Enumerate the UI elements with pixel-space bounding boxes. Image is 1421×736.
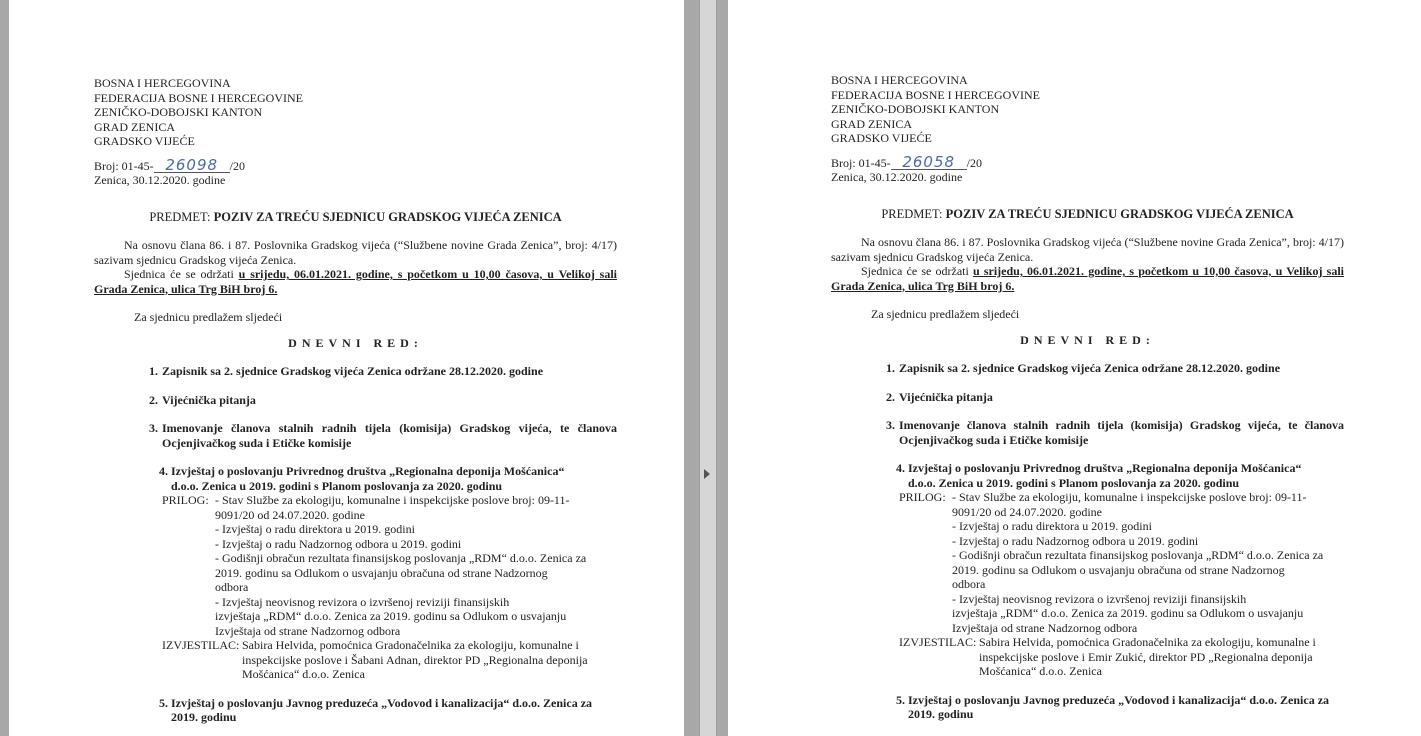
agenda-heading: DNEVNI RED: <box>288 335 423 350</box>
agenda-item-2: 2. Vijećnička pitanja <box>886 389 993 404</box>
attachment-line: - Izvještaj o radu Nadzornog odbora u 2019. godini <box>215 536 462 551</box>
pane-splitter[interactable] <box>699 0 717 736</box>
attachment-list: PRILOG: - Stav Službe za ekologiju, komunalne i inspekcijske poslove broj: 09-11- 9091/20 od 24.07.2020. godine - Izvještaj o radu direktora u 2019. godini - Izvještaj o radu Nadzornog odbora u 2019. godini - Godišnji obračun rezultata finansijskog poslovanja „RDM“ d.o.o. Zenica za 2019. godinu sa Odlukom o usvajanju obračuna od strane Nadzornog odbora - Izvještaj neovisnog revizora o izvršenoj reviziji finansijskih izvještaja „RDM“ d.o.o. Zenica za 2019. godinu sa Odlukom o usvajanju Izvještaja od strane Nadzornog odbora <box>94 493 617 638</box>
attachment-line: - Izvještaj o radu direktora u 2019. godini <box>952 519 1152 533</box>
meeting-details: Sjednica će se održati u srijedu, 06.01.2021. godine, s početkom u 10,00 časova, u Velikoj sali Grada Zenica, ulica Trg BiH broj 6. <box>94 267 617 296</box>
agenda-item-1: 1. Zapisnik sa 2. sjednice Gradskog vijeća Zenica održane 28.12.2020. godine <box>886 361 1281 375</box>
attachment-line: 2019. godinu sa Odlukom o usvajanju obračuna od strane Nadzornog <box>215 565 548 580</box>
agenda-item-1: 1. Zapisnik sa 2. sjednice Gradskog vijeća Zenica održane 28.12.2020. godine <box>149 364 544 378</box>
intro-paragraph: Na osnovu člana 86. i 87. Poslovnika Gradskog vijeća (“Službene novine Grada Zenica”, broj: 4/17) sazivam sjednicu Gradskog vijeća Zenica. <box>94 238 617 267</box>
attachment-line: - Izvještaj o radu Nadzornog odbora u 2019. godini <box>952 533 1199 548</box>
attachment-line: odbora <box>215 580 249 594</box>
attachment-list: PRILOG: - Stav Službe za ekologiju, komunalne i inspekcijske poslove broj: 09-11- 9091/20 od 24.07.2020. godine - Izvještaj o radu direktora u 2019. godini - Izvještaj o radu Nadzornog odbora u 2019. godini - Godišnji obračun rezultata finansijskog poslovanja „RDM“ d.o.o. Zenica za 2019. godinu sa Odlukom o usvajanju obračuna od strane Nadzornog odbora - Izvještaj neovisnog revizora o izvršenoj reviziji finansijskih izvještaja „RDM“ d.o.o. Zenica za 2019. godinu sa Odlukom o usvajanju Izvještaja od strane Nadzornog odbora <box>831 490 1344 635</box>
letter-header <box>831 73 1344 146</box>
header-line: ZENIČKO-DOBOJSKI KANTON <box>831 102 1000 116</box>
header-line: ZENIČKO-DOBOJSKI KANTON <box>94 105 263 119</box>
agenda-item-4: 4. Izvještaj o poslovanju Privrednog društva „Regionalna deponija Mošćanica“ d.o.o. Zenica u 2019. godini s Planom poslovanja za 2020. godinu <box>159 464 565 493</box>
attachment-line: - Stav Službe za ekologiju, komunalne i inspekcijske poslove broj: 09-11- <box>952 490 1307 504</box>
proposal-line: Za sjednicu predlažem sljedeći <box>871 307 1020 321</box>
subject-line: PREDMET: POZIV ZA TREĆU SJEDNICU GRADSKOG VIJEĆA ZENICA <box>881 206 1294 221</box>
attachment-line: - Izvještaj o radu direktora u 2019. godini <box>215 522 415 536</box>
attachment-line: - Izvještaj neovisnog revizora o izvršenoj reviziji finansijskih <box>952 591 1247 606</box>
date-line: Zenica, 30.12.2020. godine <box>94 173 226 187</box>
subject-title: POZIV ZA TREĆU SJEDNICU GRADSKOG VIJEĆA ZENICA <box>945 206 1294 221</box>
header-line: GRAD ZENICA <box>831 116 912 131</box>
attachment-line: Izvještaja od strane Nadzornog odbora <box>215 623 401 638</box>
header-line: GRAD ZENICA <box>94 119 175 134</box>
attachment-line: - Godišnji obračun rezultata finansijskog poslovanja „RDM“ d.o.o. Zenica za <box>215 551 587 565</box>
handwritten-number: 26058 <box>891 156 967 170</box>
header-line: BOSNA I HERCEGOVINA <box>94 76 231 90</box>
document-page-left <box>9 0 684 736</box>
agenda-item-2: 2. Vijećnička pitanja <box>149 392 256 407</box>
attachment-line: - Stav Službe za ekologiju, komunalne i inspekcijske poslove broj: 09-11- <box>215 493 570 507</box>
attachment-line: izvještaja „RDM“ d.o.o. Zenica za 2019. godinu sa Odlukom o usvajanju <box>215 609 567 623</box>
attachment-line: 9091/20 od 24.07.2020. godine <box>952 504 1102 519</box>
agenda-item-5: 5. Izvještaj o poslovanju Javnog preduzeća „Vodovod i kanalizacija“ d.o.o. Zenica za 2019. godinu <box>896 692 1330 721</box>
document-body <box>831 73 1344 722</box>
header-line: BOSNA I HERCEGOVINA <box>831 73 968 87</box>
attachment-line: izvještaja „RDM“ d.o.o. Zenica za 2019. godinu sa Odlukom o usvajanju <box>952 606 1304 620</box>
left-document-pane[interactable] <box>0 0 699 736</box>
rapporteur: IZVJESTILAC: Sabira Helvida, pomoćnica Gradonačelnika za ekologiju, komunalne i inspekcijske poslove i Emir Zukić, direktor PD „Regionalna deponija Mošćanica“ d.o.o. Zenica <box>899 635 1316 678</box>
chevron-right-icon[interactable] <box>704 469 710 479</box>
attachment-line: Izvještaja od strane Nadzornog odbora <box>952 620 1138 635</box>
intro-paragraph: Na osnovu člana 86. i 87. Poslovnika Gradskog vijeća (“Službene novine Grada Zenica”, broj: 4/17) sazivam sjednicu Gradskog vijeća Zenica. <box>831 235 1344 264</box>
agenda-heading: DNEVNI RED: <box>1020 332 1155 347</box>
subject-line: PREDMET: POZIV ZA TREĆU SJEDNICU GRADSKOG VIJEĆA ZENICA <box>149 209 562 224</box>
meeting-details: Sjednica će se održati u srijedu, 06.01.2021. godine, s početkom u 10,00 časova, u Velikoj sali Grada Zenica, ulica Trg BiH broj 6. <box>831 264 1344 293</box>
attachment-line: - Izvještaj neovisnog revizora o izvršenoj reviziji finansijskih <box>215 594 510 609</box>
document-page-right <box>728 0 1421 736</box>
right-document-pane[interactable] <box>717 0 1421 736</box>
agenda-item-3: 3. Imenovanje članova stalnih radnih tijela (komisija) Gradskog vijeća, te članova Ocjenjivačkog suda i Etičke komisije <box>886 418 1344 447</box>
attachment-line: odbora <box>952 577 986 591</box>
meeting-date-location: u srijedu, 06.01.2021. godine, s početkom u 10,00 časova, u Velikoj sali Grada Zenica, ulica Trg BiH broj 6. <box>94 267 617 296</box>
handwritten-number: 26098 <box>154 159 230 173</box>
letter-header <box>94 76 617 149</box>
attachment-line: 2019. godinu sa Odlukom o usvajanju obračuna od strane Nadzornog <box>952 562 1285 577</box>
agenda-item-3: 3. Imenovanje članova stalnih radnih tijela (komisija) Gradskog vijeća, te članova Ocjenjivačkog suda i Etičke komisije <box>149 421 617 450</box>
agenda-item-4: 4. Izvještaj o poslovanju Privrednog društva „Regionalna deponija Mošćanica“ d.o.o. Zenica u 2019. godini s Planom poslovanja za 2020. godinu <box>896 461 1302 490</box>
proposal-line: Za sjednicu predlažem sljedeći <box>134 310 283 324</box>
document-body <box>94 76 617 725</box>
header-line: FEDERACIJA BOSNE I HERCEGOVINE <box>831 87 1041 102</box>
attachment-line: 9091/20 od 24.07.2020. godine <box>215 507 365 522</box>
agenda-item-5: 5. Izvještaj o poslovanju Javnog preduzeća „Vodovod i kanalizacija“ d.o.o. Zenica za 2019. godinu <box>159 695 593 724</box>
reference-number: Broj: 01-45- 26098 /20 <box>94 155 246 174</box>
reference-number: Broj: 01-45- 26058 /20 <box>831 152 983 171</box>
rapporteur: IZVJESTILAC: Sabira Helvida, pomoćnica Gradonačelnika za ekologiju, komunalne i inspekcijske poslove i Šabani Adnan, direktor PD „Regionalna deponija Mošćanica“ d.o.o. Zenica <box>162 638 588 681</box>
meeting-date-location: u srijedu, 06.01.2021. godine, s početkom u 10,00 časova, u Velikoj sali Grada Zenica, ulica Trg BiH broj 6. <box>831 264 1344 293</box>
subject-title: POZIV ZA TREĆU SJEDNICU GRADSKOG VIJEĆA ZENICA <box>213 209 562 224</box>
header-line: GRADSKO VIJEĆE <box>94 134 195 148</box>
header-line: GRADSKO VIJEĆE <box>831 131 932 145</box>
header-line: FEDERACIJA BOSNE I HERCEGOVINE <box>94 90 304 105</box>
date-line: Zenica, 30.12.2020. godine <box>831 170 963 184</box>
attachment-line: - Godišnji obračun rezultata finansijskog poslovanja „RDM“ d.o.o. Zenica za <box>952 548 1324 562</box>
